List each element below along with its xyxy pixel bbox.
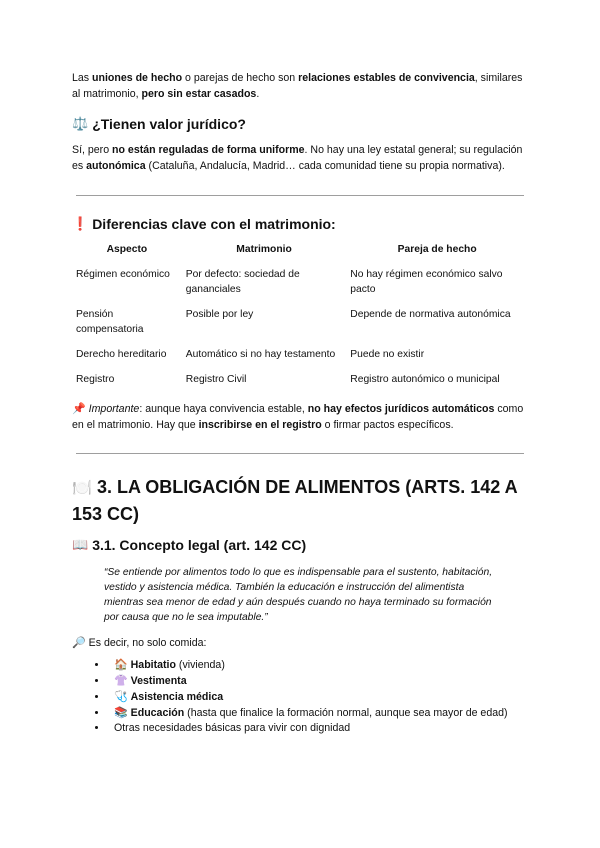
open-book-icon: 📖 <box>72 537 89 553</box>
table-header-row <box>72 242 528 267</box>
document-page <box>72 70 528 736</box>
table-cell: Registro <box>76 374 115 385</box>
intro-paragraph: Las uniones de hecho o parejas de hecho son relaciones estables de convivencia, similares al matrimonio, pero sin estar casados. <box>72 72 523 100</box>
table-cell: Registro Civil <box>185 374 247 385</box>
divider-1 <box>76 195 524 196</box>
table-cell: Depende de normativa autonómica <box>350 309 511 320</box>
exclamation-icon: ❗ <box>72 216 89 232</box>
stethoscope-icon: 🩺 <box>114 690 128 703</box>
scales-icon: ⚖️ <box>72 116 89 132</box>
needs-list <box>72 657 528 736</box>
table-cell: Puede no existir <box>350 349 425 360</box>
legal-quote: “Se entiende por alimentos todo lo que es indispensable para el sustento, habitación, vestido y asistencia médica. También la educación e instrucción del alimentista mientras sea menor de edad y aún después cuando no haya terminado su formación por causa que no le sea imputable.” <box>104 567 493 623</box>
legal-value-paragraph: Sí, pero no están reguladas de forma uniforme. No hay una ley estatal general; su regulación es autonómica (Cataluña, Andalucía, Madrid… cada comunidad tiene su propia normativa). <box>72 144 523 172</box>
list-item: • 🏠 Habitatio (vivienda) <box>108 657 528 673</box>
divider-2 <box>76 453 524 454</box>
list-item: • Otras necesidades básicas para vivir con dignidad <box>108 721 528 736</box>
table-row <box>72 372 528 397</box>
shirt-icon: 👚 <box>114 674 128 687</box>
table-row <box>72 307 528 347</box>
table-row <box>72 267 528 307</box>
table-row <box>72 347 528 372</box>
table-cell: Registro autonómico o municipal <box>350 374 500 385</box>
differences-heading: ❗ Diferencias clave con el matrimonio: <box>72 216 336 232</box>
magnifier-icon: 🔎 <box>72 636 86 649</box>
list-item: • 👚 Vestimenta <box>108 673 528 689</box>
differences-table <box>72 242 528 397</box>
table-cell: Posible por ley <box>185 309 254 320</box>
table-cell: Automático si no hay testamento <box>185 349 336 360</box>
column-header: Aspecto <box>106 244 148 255</box>
pushpin-icon: 📌 <box>72 402 86 415</box>
subsection-3-1-title: 📖 3.1. Concepto legal (art. 142 CC) <box>72 537 307 553</box>
column-header: Matrimonio <box>236 244 292 255</box>
list-item: • 🩺 Asistencia médica <box>108 689 528 705</box>
table-cell: Derecho hereditario <box>76 349 167 360</box>
section-3-title: 🍽️ 3. LA OBLIGACIÓN DE ALIMENTOS (ARTS. 142 A 153 CC) <box>72 477 517 524</box>
table-cell: Pensión compensatoria <box>76 309 144 335</box>
column-header: Pareja de hecho <box>397 244 477 255</box>
table-cell: Por defecto: sociedad de gananciales <box>185 269 300 295</box>
table-cell: Régimen económico <box>76 269 170 280</box>
important-note: 📌 Importante: aunque haya convivencia estable, no hay efectos jurídicos automáticos como en el matrimonio. Hay que inscribirse en el registro o firmar pactos específicos. <box>72 402 524 431</box>
list-item: • 📚 Educación (hasta que finalice la formación normal, aunque sea mayor de edad) <box>108 705 528 721</box>
house-icon: 🏠 <box>114 658 128 671</box>
table-cell: No hay régimen económico salvo pacto <box>350 269 503 295</box>
plate-cutlery-icon: 🍽️ <box>72 478 92 497</box>
legal-value-heading: ⚖️ ¿Tienen valor jurídico? <box>72 116 246 132</box>
books-icon: 📚 <box>114 706 128 719</box>
es-decir-line: 🔎 Es decir, no solo comida: <box>72 636 207 649</box>
